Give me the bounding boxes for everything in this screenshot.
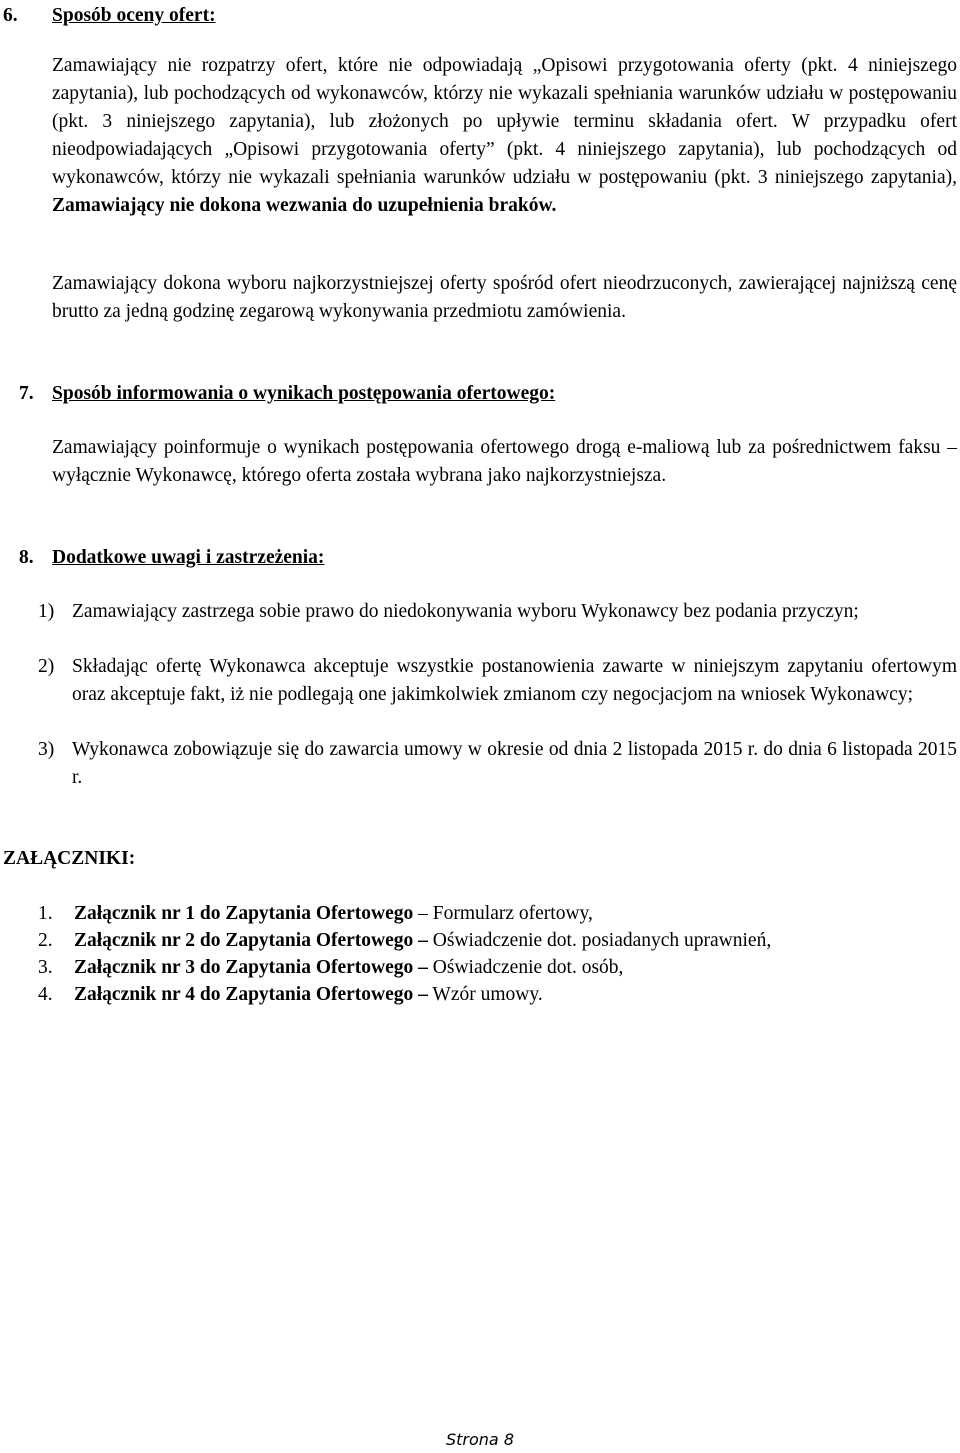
list-item-text: Wykonawca zobowiązuje się do zawarcia umowy w okresie od dnia 2 listopada 2015 r. do dnia 6 listopada 2015 r.	[72, 739, 957, 788]
attachment-index: 3.	[38, 957, 53, 978]
section-8-heading	[19, 544, 324, 572]
attachment-item	[38, 900, 593, 928]
section-6-paragraph-1-bold: Zamawiający nie dokona wezwania do uzupełnienia braków.	[52, 195, 557, 216]
attachments-title: ZAŁĄCZNIKI:	[3, 848, 136, 869]
list-item	[26, 736, 957, 792]
section-7-heading	[19, 380, 555, 408]
section-6-paragraph-1	[52, 52, 957, 220]
attachment-index: 1.	[38, 903, 53, 924]
list-item	[26, 653, 957, 737]
attachment-name: Załącznik nr 3 do Zapytania Ofertowego –	[74, 957, 428, 978]
attachment-item	[38, 927, 771, 955]
attachment-index: 4.	[38, 984, 53, 1005]
list-item-index: 1)	[38, 601, 55, 622]
attachment-description: Wzór umowy.	[427, 984, 543, 1005]
section-6-paragraph-2: Zamawiający dokona wyboru najkorzystniejszej oferty spośród ofert nieodrzuconych, zawierającej najniższą cenę brutto za jedną godzinę zegarową wykonywania przedmiotu zamówienia.	[52, 273, 957, 322]
attachment-index: 2.	[38, 930, 53, 951]
list-item-index: 2)	[38, 656, 55, 677]
page-number-footer: Strona 8	[445, 1430, 514, 1449]
attachment-description: Oświadczenie dot. osób,	[427, 957, 624, 978]
section-6-paragraph-1-text: Zamawiający nie rozpatrzy ofert, które nie odpowiadają „Opisowi przygotowania oferty (pkt. 4 niniejszego zapytania), lub pochodzących od wykonawców, którzy nie wykazali spełniania warunków udziału w postępowaniu (pkt. 3 niniejszego zapytania), lub złożonych po upływie terminu składania ofert. W przypadku ofert nieodpowiadających „Opisowi przygotowania oferty” (pkt. 4 niniejszego zapytania), lub pochodzących od wykonawców, którzy nie wykazali spełniania warunków udziału w postępowaniu (pkt. 3 niniejszego zapytania),	[52, 55, 957, 188]
attachment-item	[38, 981, 543, 1009]
list-item-text: Zamawiający zastrzega sobie prawo do niedokonywania wyboru Wykonawcy bez podania przyczyn;	[72, 601, 859, 622]
attachment-name: Załącznik nr 2 do Zapytania Ofertowego –	[74, 930, 428, 951]
list-item	[26, 598, 957, 654]
list-item-index: 3)	[38, 739, 55, 760]
attachment-name: Załącznik nr 4 do Zapytania Ofertowego –	[74, 984, 428, 1005]
section-7-number: 7.	[19, 383, 34, 404]
section-6-title: Sposób oceny ofert:	[52, 5, 216, 26]
section-8-title: Dodatkowe uwagi i zastrzeżenia:	[52, 547, 325, 568]
section-6-heading	[3, 2, 216, 30]
section-8-number: 8.	[19, 547, 34, 568]
attachment-item	[38, 954, 623, 982]
attachment-name: Załącznik nr 1 do Zapytania Ofertowego	[74, 903, 414, 924]
section-7-title: Sposób informowania o wynikach postępowania ofertowego:	[52, 383, 556, 404]
section-6-number: 6.	[3, 5, 18, 26]
list-item-text: Składając ofertę Wykonawca akceptuje wszystkie postanowienia zawarte w niniejszym zapytaniu ofertowym oraz akceptuje fakt, iż nie podlegają one jakimkolwiek zmianom czy negocjacjom na wniosek Wykonawcy;	[72, 656, 957, 705]
attachment-description: Oświadczenie dot. posiadanych uprawnień,	[427, 930, 772, 951]
attachment-description: – Formularz ofertowy,	[413, 903, 593, 924]
section-7-paragraph: Zamawiający poinformuje o wynikach postępowania ofertowego drogą e-maliową lub za pośrednictwem faksu – wyłącznie Wykonawcę, którego oferta została wybrana jako najkorzystniejsza.	[52, 437, 957, 486]
